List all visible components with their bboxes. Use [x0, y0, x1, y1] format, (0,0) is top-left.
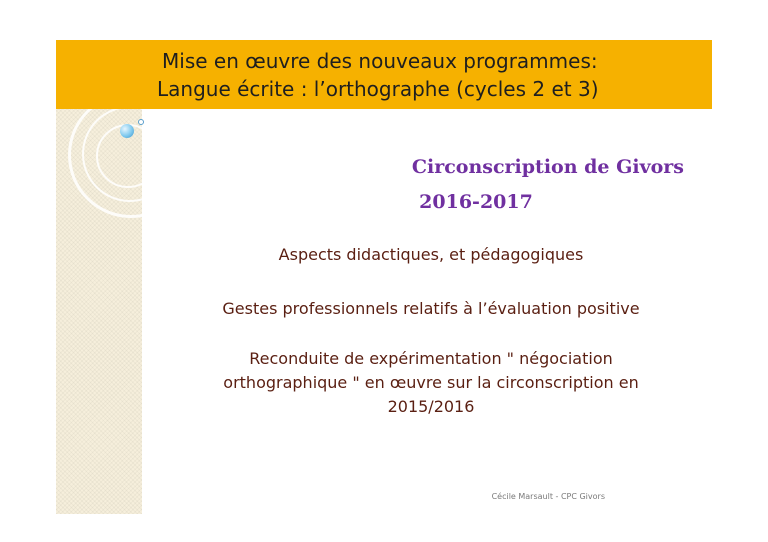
body-line-reconduite: Reconduite de expérimentation " négociation [249, 349, 613, 368]
slide-title-line-1: Mise en œuvre des nouveaux programmes: [162, 48, 598, 73]
body-line-year: 2015/2016 [387, 397, 475, 416]
title-bar [56, 40, 712, 109]
body-line-orthographique: orthographique " en œuvre sur la circonscription en [223, 373, 639, 392]
decorative-side-panel [56, 40, 142, 514]
subtitle-circonscription: Circonscription de Givors [411, 156, 684, 178]
body-line-gestes: Gestes professionnels relatifs à l’évaluation positive [222, 299, 640, 318]
slide-title-line-2: Langue écrite : l’orthographe (cycles 2 et 3) [157, 76, 599, 101]
slide [56, 40, 712, 514]
body-line-aspects: Aspects didactiques, et pédagogiques [278, 245, 584, 264]
bubble-decoration-icon [120, 124, 134, 138]
subtitle-year: 2016-2017 [419, 191, 533, 213]
small-bubble-decoration-icon [138, 119, 144, 125]
footer-author: Cécile Marsault - CPC Givors [491, 492, 605, 501]
